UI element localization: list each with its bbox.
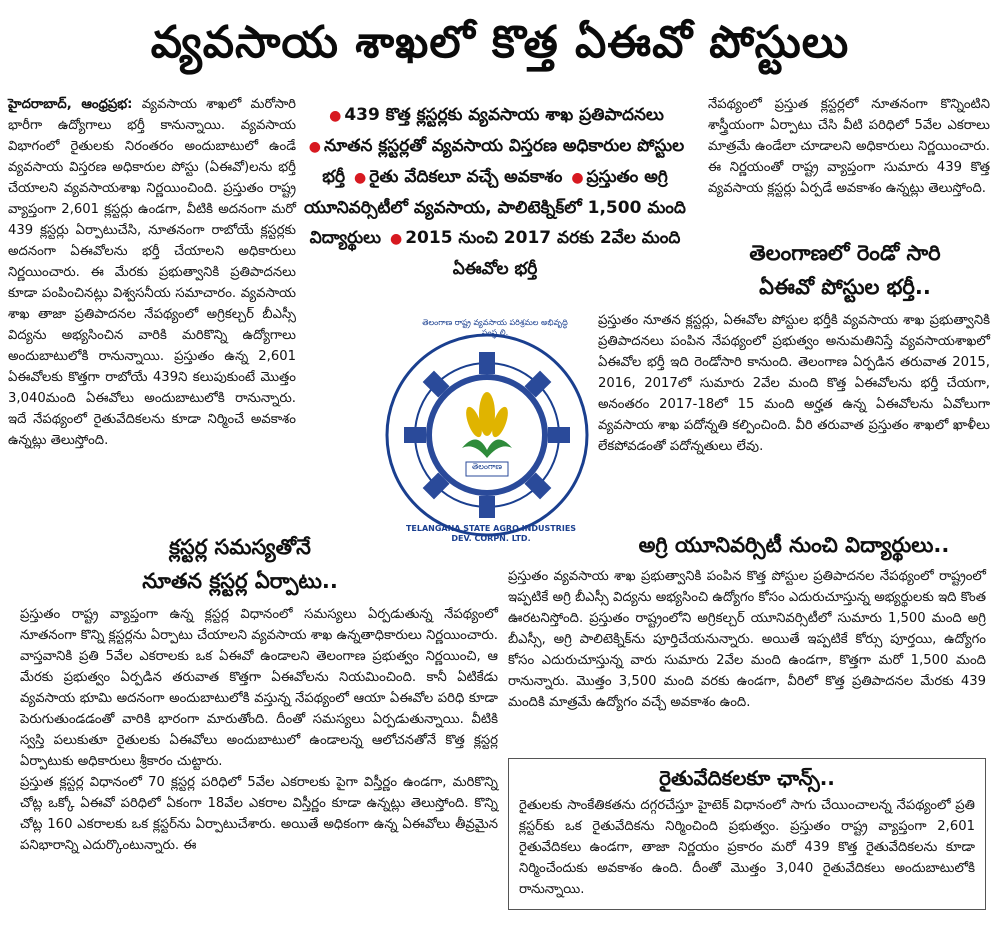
- cluster-heading-line2: నూతన క్లస్టర్ల ఏర్పాటు..: [142, 569, 338, 593]
- logo-center-text: తెలంగాణ: [472, 462, 502, 471]
- telangana-heading-line2: ఏఈవో పోస్టుల భర్తీ..: [759, 275, 931, 299]
- telangana-heading: [700, 236, 990, 304]
- logo-emblem-icon: [382, 330, 592, 540]
- cluster-column: [20, 604, 498, 856]
- telangana-column: [598, 310, 990, 457]
- bullet-icon: ●: [354, 170, 367, 186]
- rythu-box-heading: రైతువేదికలకూ ఛాన్స్..: [659, 766, 835, 790]
- logo-inner-text: తెలంగాణ రాష్ట్ర వ్యవసాయ పరిశ్రమల అభివృద్ధి సంస్థ లి.: [422, 318, 568, 337]
- bullet-icon: ●: [308, 139, 321, 155]
- agri-column: [508, 566, 986, 713]
- agri-heading: అగ్రి యూనివర్సిటీ నుంచి విద్యార్థులు..: [638, 533, 950, 557]
- highlight-1: 439 కొత్త క్లస్టర్లకు వ్యవసాయ శాఖ ప్రతిపాదనలు: [344, 105, 664, 125]
- cluster-heading-line1: క్లస్టర్ల సమస్యతోనే: [169, 535, 311, 559]
- left-article-text: [8, 94, 296, 451]
- highlight-4: ప్రస్తుతం అగ్రి యూనివర్సిటీలో వ్యవసాయ, పాలిటెక్నిక్‌లో 1,500 మంది విద్యార్థులు: [304, 167, 686, 248]
- telangana-heading-line1: తెలంగాణలో రెండో సారి: [749, 241, 941, 265]
- dateline: హైదరాబాద్, ఆంధ్రప్రభ:: [8, 97, 133, 112]
- cluster-text-2: ప్రస్తుత క్లస్టర్ల విధానంలో 70 క్లస్టర్ల పరిధిలో 5వేల ఎకరాలకు పైగా విస్తీర్ణం ఉండగా, మరికొన్ని చోట్ల ఒక్కో ఏఈవో పరిధిలో ఏకంగా 18వేల ఎకరాల విస్తీర్ణం కూడా ఉన్నట్లు తెలుస్తోంది. కొన్ని చోట్ల 160 ఎకరాలకు ఒక క్లస్టర్‌ను ఏర్పాటుచేశారు. అయితే అధికంగా ఉన్న ఏఈవోలు తీవ్రమైన పనిభారాన్ని ఎదుర్కొంటున్నారు. ఈ: [20, 775, 498, 853]
- right-top-column: [708, 94, 990, 199]
- bullet-icon: ●: [389, 231, 403, 247]
- telangana-text: ప్రస్తుతం నూతన క్లస్టర్లు, ఏఈవోల పోస్టుల భర్తీకి వ్యవసాయ శాఖ ప్రభుత్వానికి ప్రతిపాదనలు పంపిన నేపథ్యంలో ప్రభుత్వం అనుమతినిస్తే వ్యవసాయశాఖలో ఏఈవోల భర్తీ ఇది రెండోసారి కానుంది. తెలంగాణ ఏర్పడిన తరువాత 2015, 2016, 2017లో సుమారు 2వేల మంది కొత్త ఏఈవోలను భర్తీ చేయగా, అనంతరం 2017-18లో 15 మంది అర్హత ఉన్న ఏఈవోలను ఏవోలుగా వ్యవసాయ శాఖ పదోన్నతి కల్పించింది. వీరి తరువాత ప్రస్తుతం శాఖలో ఖాళీలు లేకపోవడంతో పదోన్నతులు లేవు.: [598, 313, 990, 454]
- left-body: వ్యవసాయ శాఖలో మరోసారి భారీగా ఉద్యోగాలు భర్తీ కానున్నాయి. వ్యవసాయ విభాగంలో రైతులకు నిరంతరం అందుబాటులో ఉండే వ్యవసాయ విస్తరణ అధికారుల పోస్టు (ఏఈవో)లను భర్తీ చేయాలని వ్యవసాయశాఖ నిర్ణయించింది. ప్రస్తుతం రాష్ట్ర వ్యాప్తంగా 2,601 క్లస్టర్లు ఉండగా, వీటికి అదనంగా మరో 439 క్లస్టర్లు ఏర్పాటుచేసి, నూతనంగా రాబోయే క్లస్టర్లకు అదనంగా ఏఈవోలను భర్తీ చేయాలని అధికారులు నిర్ణయించారు. ఈ మేరకు ప్రభుత్వానికి ప్రతిపాదనలు కూడా పంపించినట్లు విశ్వసనీయ సమాచారం. వ్యవసాయ శాఖ తాజా ప్రతిపాదనల నేపథ్యంలో అగ్రికల్చర్ బీఎస్సీ విద్యను అభ్యసించిన వారికి మరికొన్ని ఉద్యోగాలు అందుబాటులోకి రానున్నాయి. ప్రస్తుతం ఉన్న 2,601 ఏఈవోలకు కొత్తగా రాబోయే 439ని కలుపుకుంటే మొత్తం 3,040మంది ఏఈవోలు అందుబాటులోకి రానున్నారు. ఇదే నేపథ్యంలో రైతువేదికలను కూడా నిర్మించే అవకాశం ఉన్నట్లు తెలుస్తోంది.: [8, 97, 296, 448]
- highlight-3: రైతు వేదికలూ వచ్చే అవకాశం: [369, 167, 563, 187]
- cluster-heading: [100, 530, 380, 598]
- agri-text: ప్రస్తుతం వ్యవసాయ శాఖ ప్రభుత్వానికి పంపిన కొత్త పోస్టుల ప్రతిపాదనల నేపథ్యంలో రాష్ట్రంలో ఇప్పటికే అగ్రి బీఎస్సీ విద్యను అభ్యసించి ఉద్యోగం కోసం ఎదురుచూస్తున్న అభ్యర్థులకు ఇది కొంత ఊరటనిస్తోంది. ప్రస్తుతం రాష్ట్రంలోని అగ్రికల్చర్ యూనివర్సిటీలో సుమారు 1,500 మంది అగ్రి బీఎస్సీ, అగ్రి పాలిటెక్నిక్‌ను పూర్తిచేయనున్నారు. అయితే ఇప్పటికే కోర్సు పూర్తయి, ఉద్యోగం కోసం ఎదురుచూస్తున్న వారు సుమారు 2వేల మంది ఉండగా, కొత్తగా మరో 1,500 మంది రానున్నారు. మొత్తం 3,500 మంది వరకు ఉండగా, వీరిలో కొత్త ప్రతిపాదనల మేరకు 439 మందికి మాత్రమే ఉద్యోగం వచ్చే అవకాశం ఉంది.: [508, 569, 986, 710]
- highlights-box: [300, 100, 690, 284]
- cluster-text-1: ప్రస్తుతం రాష్ట్ర వ్యాప్తంగా ఉన్న క్లస్టర్ల విధానంలో సమస్యలు ఏర్పడుతున్న నేపథ్యంలో నూతనంగా కొన్ని క్లస్టర్లను ఏర్పాటు చేయాలని వ్యవసాయ శాఖ ఉన్నతాధికారులు నిర్ణయించారు. వాస్తవానికి ప్రతి 5వేల ఎకరాలకు ఒక ఏఈవో ఉండాలని తెలంగాణ ప్రభుత్వం నిర్ణయించి, ఆ మేరకు ప్రభుత్వం ఏర్పడిన తరువాత కొత్తగా ఏఈవోలను నియమించింది. కానీ ఏటికేడు వ్యవసాయ భూమి అదనంగా అందుబాటులోకి వస్తున్న నేపథ్యంలో ఆయా ఏఈవోల పరిధి కూడా పెరుగుతుండడంతో వారికి భారంగా మారుతోంది. దీంతో సమస్యలు ఏర్పడుతున్నాయి. వీటికి స్వస్తి పలుకుతూ రైతులకు ఏఈవోలు అందుబాటులో ఉండాలన్న ఆలోచనతోనే కొత్త క్లస్టర్ల ఏర్పాటుకు అధికారులు శ్రీకారం చుట్టారు.: [20, 607, 498, 769]
- agro-corporation-logo: [382, 330, 592, 540]
- right-top-text: నేపథ్యంలో ప్రస్తుత క్లస్టర్లలో నూతనంగా కొన్నింటిని శాస్త్రీయంగా ఏర్పాటు చేసి వీటి పరిధిలో 5వేల ఎకరాలు మాత్రమే ఉండేలా చూడాలని అధికారులు నిర్ణయించారు. ఈ నిర్ణయంతో రాష్ట్ర వ్యాప్తంగా సుమారు 439 కొత్త వ్యవసాయ క్లస్టర్లు ఏర్పడే అవకాశం ఉన్నట్లు తెలుస్తోంది.: [708, 97, 990, 196]
- bullet-icon: ●: [571, 170, 584, 186]
- headline: వ్యవసాయ శాఖలో కొత్త ఏఈవో పోస్టులు: [150, 17, 850, 68]
- rythu-box-text: రైతులకు సాంకేతికతను దగ్గరచేస్తూ హైటెక్ విధానంలో సాగు చేయించాలన్న నేపథ్యంలో ప్రతి క్లస్టర్‌కు ఒక రైతువేదికను నిర్మించింది ప్రభుత్వం. ప్రస్తుతం రాష్ట్ర వ్యాప్తంగా 2,601 రైతువేదికలు ఉండగా, తాజా నిర్ణయం ప్రకారం మరో 439 కొత్త రైతువేదికలను కూడా నిర్మించేందుకు అవకాశం ఉంది. దీంతో మొత్తం 3,040 రైతువేదికలు అందుబాటులోకి రానున్నాయి.: [519, 798, 975, 897]
- bullet-icon: ●: [329, 108, 342, 124]
- left-column: [8, 94, 296, 451]
- highlight-2: నూతన క్లస్టర్లతో వ్యవసాయ విస్తరణ అధికారుల పోస్టుల భర్తీ: [322, 136, 685, 187]
- logo-ring-text: TELANGANA STATE AGRO INDUSTRIES DEV. CORPN. LTD.: [405, 524, 577, 543]
- highlight-5: 2015 నుంచి 2017 వరకు 2వేల మంది ఏఈవోల భర్తీ: [405, 228, 681, 279]
- rythu-vedika-box: [508, 758, 986, 910]
